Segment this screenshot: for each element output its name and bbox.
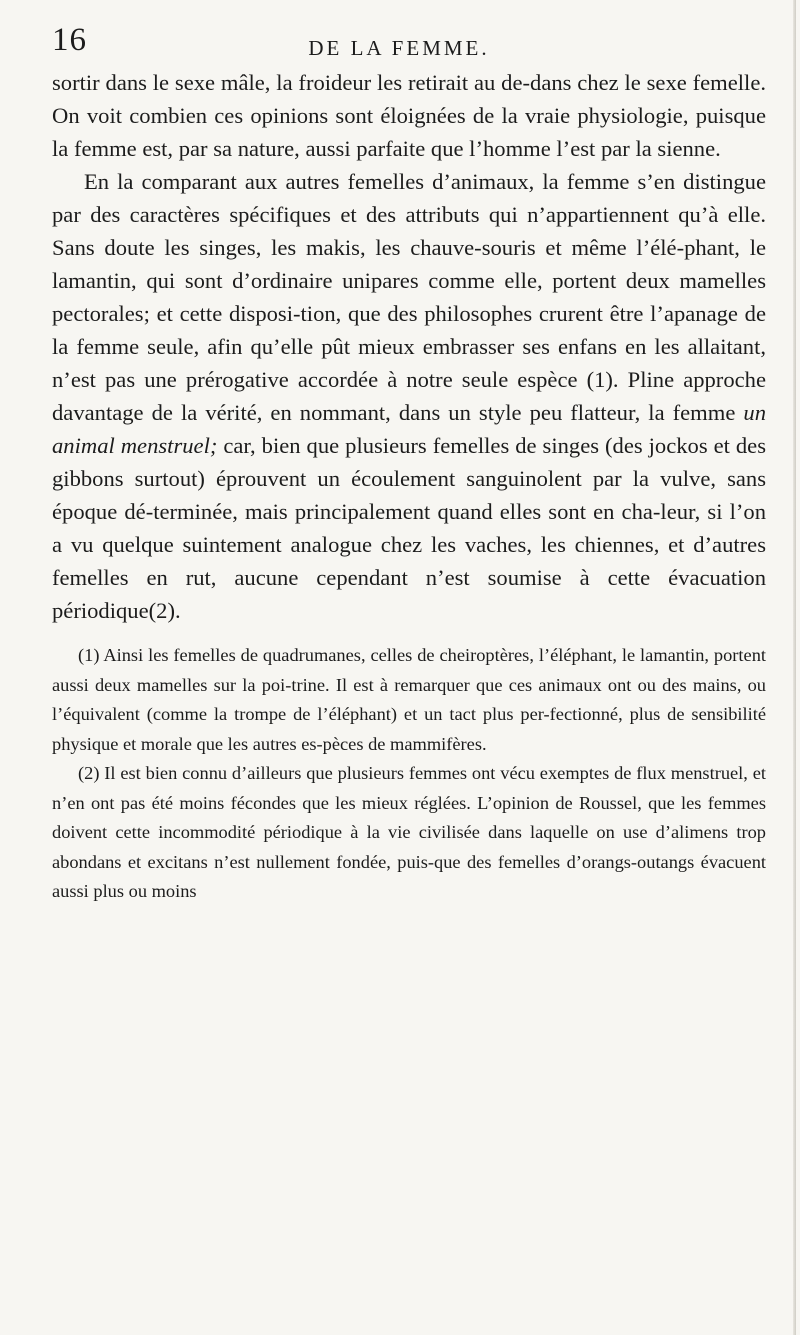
footnote-1: (1) Ainsi les femelles de quadrumanes, celles de cheiroptères, l’éléphant, le lamantin, portent aussi deux mamelles sur la poi-trine. Il est à remarquer que ces animaux ont ou des mains, ou l’équivalent (comme la trompe de l’éléphant) et un tact plus per-fectionné, plus de sensibilité physique et morale que les autres es-pèces de mammifères. (52, 645, 766, 754)
page-edge (793, 0, 796, 1335)
paragraph-2 (52, 165, 766, 627)
paragraph-1: sortir dans le sexe mâle, la froideur les retirait au de-dans chez le sexe femelle. On voit combien ces opinions sont éloignées de la vraie physiologie, puisque la femme est, par sa nature, aussi parfaite que l’homme l’est par la sienne. (52, 70, 766, 161)
body-text (52, 66, 766, 627)
running-head: DE LA FEMME. (308, 36, 490, 60)
paragraph-2-text-a: En la comparant aux autres femelles d’animaux, la femme s’en distingue par des caractères spécifiques et des attributs qui n’appartiennent qu’à elle. Sans doute les singes, les makis, les chauve-souris et même l’élé-phant, le lamantin, qui sont d’ordinaire unipares comme elle, portent deux mamelles pectorales; et cette disposi-tion, que des philosophes crurent être l’apanage de la femme seule, afin qu’elle pût mieux embrasser ses enfans en les allaitant, n’est pas une prérogative accordée à notre seule espèce (1). Pline approche davantage de la vérité, en nommant, dans un style peu flatteur, la femme (52, 169, 766, 425)
paragraph-2-text-b: car, bien que plusieurs femelles de singes (des jockos et des gibbons surtout) éprouvent un écoulement sanguinolent par la vulve, sans époque dé-terminée, mais principalement quand elles sont en cha-leur, si l’on a vu quelque suintement analogue chez les vaches, les chiennes, et d’autres femelles en rut, aucune cependant n’est soumise à cette évacuation périodique(2). (52, 433, 766, 623)
paragraph-2-italic: un animal menstruel; (52, 400, 766, 458)
page-header (52, 22, 766, 66)
footnote-2: (2) Il est bien connu d’ailleurs que plusieurs femmes ont vécu exemptes de flux menstruel, et n’en ont pas été moins fécondes que les mieux réglées. L’opinion de Roussel, que les femmes doivent cette incommodité périodique à la vie civilisée dans laquelle on use d’alimens trop abondans et excitans n’est nullement fondée, puis-que des femelles d’orangs-outangs évacuent aussi plus ou moins (52, 763, 766, 901)
page-number: 16 (52, 22, 87, 58)
footnotes (52, 641, 766, 907)
